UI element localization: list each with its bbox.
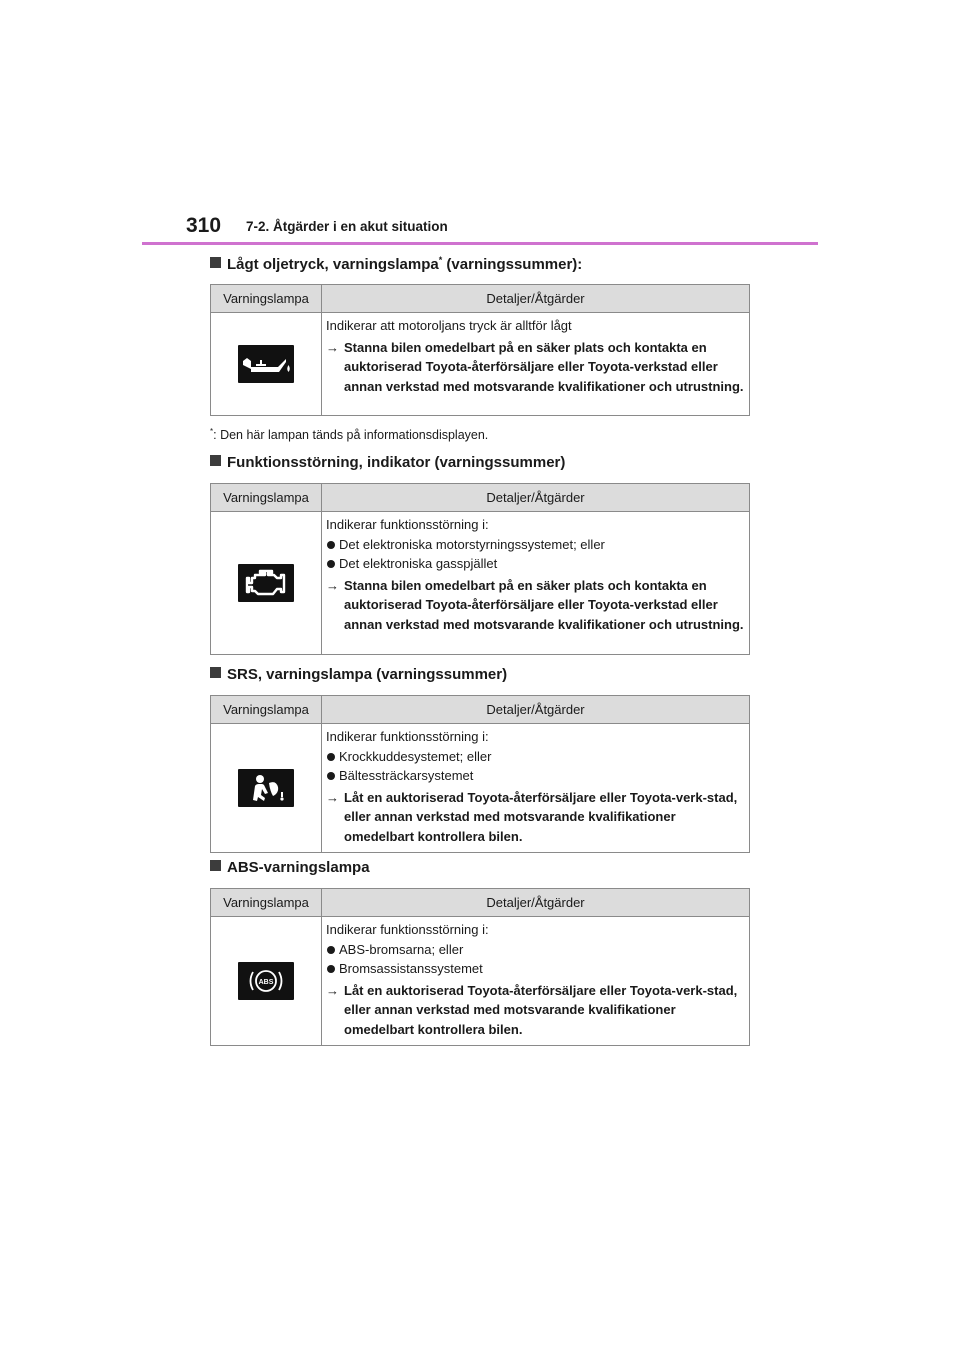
action-text: → Låt en auktoriserad Toyota-återförsäljare eller Toyota-verk-stad, eller annan verkstad med motsvarande kvalifikationer omedelbart kontrollera bilen. [326, 789, 738, 844]
arrow-icon: → [326, 789, 339, 805]
oil-pressure-icon [238, 345, 294, 383]
header-lamp: Varningslampa [211, 484, 322, 512]
table-row [211, 724, 750, 853]
action-text: → Stanna bilen omedelbart på en säker plats och kontakta en auktoriserad Toyota-återförsäljare eller Toyota-verkstad eller annan verkstad med motsvarande kvalifikationer och utrustning. [326, 339, 744, 394]
warning-table-engine [210, 483, 750, 655]
footnote-mark: * [438, 255, 443, 265]
header-details: Detaljer/Åtgärder [322, 285, 750, 313]
header-details: Detaljer/Åtgärder [322, 484, 750, 512]
table-row [211, 917, 750, 1046]
details-intro: Indikerar att motoroljans tryck är alltför lågt [326, 318, 572, 333]
section-square-icon [210, 667, 221, 678]
list-item: ABS-bromsarna; eller [326, 940, 745, 960]
table-row [211, 313, 750, 416]
warning-table-abs [210, 888, 750, 1046]
details-intro: Indikerar funktionsstörning i: [326, 517, 489, 532]
arrow-icon: → [326, 339, 339, 355]
footnote: *: Den här lampan tänds på informationsdisplayen. [210, 427, 489, 443]
list-item: Krockkuddesystemet; eller [326, 747, 745, 767]
arrow-icon: → [326, 577, 339, 593]
list-item: Bältessträckarsystemet [326, 766, 745, 786]
table-header-row [211, 696, 750, 724]
section-square-icon [210, 860, 221, 871]
section-title-engine: Funktionsstörning, indikator (varningssummer) [210, 454, 565, 471]
header-divider [142, 242, 818, 245]
action-text: → Låt en auktoriserad Toyota-återförsäljare eller Toyota-verk-stad, eller annan verkstad med motsvarande kvalifikationer omedelbart kontrollera bilen. [326, 982, 738, 1037]
airbag-icon [238, 769, 294, 807]
table-header-row [211, 285, 750, 313]
section-title-srs: SRS, varningslampa (varningssummer) [210, 666, 507, 683]
table-row [211, 512, 750, 655]
table-header-row [211, 889, 750, 917]
section-square-icon [210, 455, 221, 466]
section-title-oil: Lågt oljetryck, varningslampa* (varningssummer): [210, 255, 582, 273]
header-details: Detaljer/Åtgärder [322, 889, 750, 917]
header-lamp: Varningslampa [211, 889, 322, 917]
table-header-row [211, 484, 750, 512]
check-engine-icon [238, 564, 294, 602]
chapter-title: 7-2. Åtgärder i en akut situation [246, 219, 448, 234]
details-intro: Indikerar funktionsstörning i: [326, 729, 489, 744]
warning-table-srs [210, 695, 750, 853]
page-number: 310 [186, 214, 222, 237]
header-details: Detaljer/Åtgärder [322, 696, 750, 724]
list-item: Det elektroniska gasspjället [326, 554, 745, 574]
section-square-icon [210, 257, 221, 268]
list-item: Bromsassistanssystemet [326, 959, 745, 979]
section-title-abs: ABS-varningslampa [210, 859, 370, 876]
warning-table-oil [210, 284, 750, 416]
list-item: Det elektroniska motorstyrningssystemet; eller [326, 535, 745, 555]
header-lamp: Varningslampa [211, 696, 322, 724]
header-lamp: Varningslampa [211, 285, 322, 313]
arrow-icon: → [326, 982, 339, 998]
abs-icon [238, 962, 294, 1000]
abs-icon-label: ABS [258, 979, 274, 986]
action-text: → Stanna bilen omedelbart på en säker plats och kontakta en auktoriserad Toyota-återförsäljare eller Toyota-verkstad eller annan verkstad med motsvarande kvalifikationer och utrustning. [326, 577, 744, 632]
details-intro: Indikerar funktionsstörning i: [326, 922, 489, 937]
